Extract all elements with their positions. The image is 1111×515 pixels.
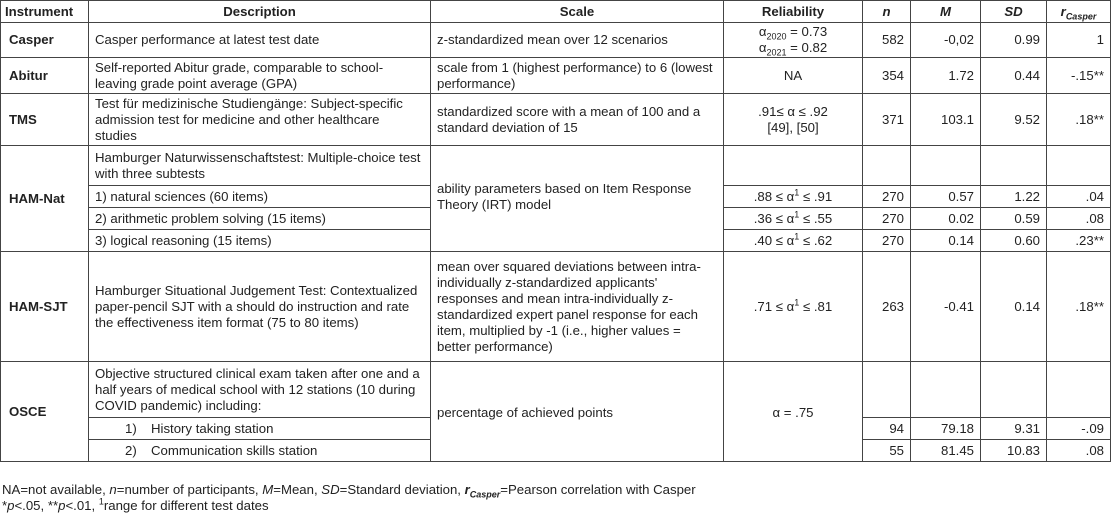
osce-station-sd: 9.31 [981, 418, 1047, 440]
tms-reliability [724, 94, 863, 146]
casper-description: Casper performance at latest test date [89, 23, 431, 58]
tms-name: TMS [1, 94, 89, 146]
header-reliability: Reliability [724, 1, 863, 23]
hamnat-subtest-reliability: $.40 \le \alpha^1 \le .62$ [724, 230, 863, 252]
casper-sd: 0.99 [981, 23, 1047, 58]
abitur-description: Self-reported Abitur grade, comparable to school-leaving grade point average (GPA) [89, 58, 431, 94]
hamnat-subtest-m: 0.57 [911, 186, 981, 208]
header-m: M [911, 1, 981, 23]
hamnat-subtest-n: 270 [863, 208, 911, 230]
casper-r: 1 [1047, 23, 1111, 58]
header-description: Description [89, 1, 431, 23]
hamnat-subtest-r: .08 [1047, 208, 1111, 230]
header-instrument: Instrument [1, 1, 89, 23]
hamnat-subtest-r: .04 [1047, 186, 1111, 208]
casper-rel-2021: $\alpha_{2021} = 0.82$ [758, 40, 828, 58]
row-hamsjt [1, 252, 1111, 362]
row-abitur [1, 58, 1111, 94]
hamnat-scale: ability parameters based on Item Response Theory (IRT) model [431, 146, 724, 252]
hamnat-subtest-n: 270 [863, 230, 911, 252]
hamnat-name: HAM-Nat [1, 146, 89, 252]
tms-description: Test für medizinische Studiengänge: Subject-specific admission test for medicine and other healthcare studies [89, 94, 431, 146]
hamnat-subtest-reliability: $.36 \le \alpha^1 \le .55$ [724, 208, 863, 230]
osce-description: Objective structured clinical exam taken after one and a half years of medical school with 12 stations (10 during COVID pandemic) including: [89, 362, 431, 418]
hamsjt-scale: mean over squared deviations between intra-individually z-standardized applicants' responses and mean intra-individually z-standardized expert panel response for each item, multiplied by -1 (i.e., higher values = better performance) [431, 252, 724, 362]
hamsjt-sd: 0.14 [981, 252, 1047, 362]
abitur-name: Abitur [1, 58, 89, 94]
hamsjt-reliability: $.71 \le \alpha^1 \le .81$ [724, 252, 863, 362]
hamnat-subtest-label: 3) logical reasoning (15 items) [89, 230, 431, 252]
tms-rel-refs: [49], [50] [767, 119, 819, 135]
header-r-letter: r [1060, 3, 1066, 19]
header-r-sub: Casper [1065, 11, 1097, 22]
hamsjt-n: 263 [863, 252, 911, 362]
hamsjt-m: -0.41 [911, 252, 981, 362]
osce-station-r: .08 [1047, 440, 1111, 462]
hamnat-subtest-label: 2) arithmetic problem solving (15 items) [89, 208, 431, 230]
row-osce-intro [1, 362, 1111, 418]
casper-m: -0,02 [911, 23, 981, 58]
header-n: n [863, 1, 911, 23]
abitur-scale: scale from 1 (highest performance) to 6 (lowest performance) [431, 58, 724, 94]
osce-reliability: α = .75 [724, 362, 863, 462]
tms-n: 371 [863, 94, 911, 146]
hamnat-subtest-m: 0.02 [911, 208, 981, 230]
header-row [1, 1, 1111, 23]
osce-scale: percentage of achieved points [431, 362, 724, 462]
casper-name: Casper [1, 23, 89, 58]
abitur-r: -.15** [1047, 58, 1111, 94]
header-sd: SD [981, 1, 1047, 23]
notes-line-2: *p<.05, **p<.01, $^1$range for different test dates [2, 496, 269, 513]
table-notes [2, 482, 696, 514]
osce-station-label: 2) Communication skills station [89, 440, 431, 462]
hamnat-subtest-r: .23** [1047, 230, 1111, 252]
casper-rel-2020: $\alpha_{2020} = 0.73$ [758, 24, 828, 42]
hamnat-subtest-sd: 0.60 [981, 230, 1047, 252]
notes-line-1: NA=not available, n=number of participants, M=Mean, SD=Standard deviation, $r_{Casper}=Pearson$ correlation with Casper [2, 482, 696, 500]
casper-n: 582 [863, 23, 911, 58]
hamnat-subtest-sd: 0.59 [981, 208, 1047, 230]
osce-station-m: 81.45 [911, 440, 981, 462]
tms-r: .18** [1047, 94, 1111, 146]
header-r [1047, 1, 1111, 23]
row-casper [1, 23, 1111, 58]
row-hamnat-intro [1, 146, 1111, 186]
abitur-m: 1.72 [911, 58, 981, 94]
osce-station-n: 55 [863, 440, 911, 462]
hamnat-subtest-label: 1) natural sciences (60 items) [89, 186, 431, 208]
tms-rel-range: .91≤ α ≤ .92 [758, 103, 828, 119]
abitur-sd: 0.44 [981, 58, 1047, 94]
osce-station-r: -.09 [1047, 418, 1111, 440]
abitur-n: 354 [863, 58, 911, 94]
hamsjt-r: .18** [1047, 252, 1111, 362]
hamnat-subtest-m: 0.14 [911, 230, 981, 252]
tms-sd: 9.52 [981, 94, 1047, 146]
tms-scale: standardized score with a mean of 100 and a standard deviation of 15 [431, 94, 724, 146]
abitur-reliability: NA [724, 58, 863, 94]
hamnat-subtest-sd: 1.22 [981, 186, 1047, 208]
osce-station-n: 94 [863, 418, 911, 440]
osce-station-sd: 10.83 [981, 440, 1047, 462]
osce-station-m: 79.18 [911, 418, 981, 440]
hamsjt-name: HAM-SJT [1, 252, 89, 362]
tms-m: 103.1 [911, 94, 981, 146]
hamsjt-description: Hamburger Situational Judgement Test: Contextualized paper-pencil SJT with a should do instruction and rate the effectiveness item format (75 to 80 items) [89, 252, 431, 362]
hamnat-subtest-reliability: $.88 \le \alpha^1 \le .91$ [724, 186, 863, 208]
osce-name: OSCE [1, 362, 89, 462]
casper-scale: z-standardized mean over 12 scenarios [431, 23, 724, 58]
hamnat-subtest-n: 270 [863, 186, 911, 208]
casper-reliability [724, 23, 863, 58]
row-tms [1, 94, 1111, 146]
hamnat-description: Hamburger Naturwissenschaftstest: Multiple-choice test with three subtests [89, 146, 431, 186]
header-scale: Scale [431, 1, 724, 23]
osce-station-label: 1) History taking station [89, 418, 431, 440]
